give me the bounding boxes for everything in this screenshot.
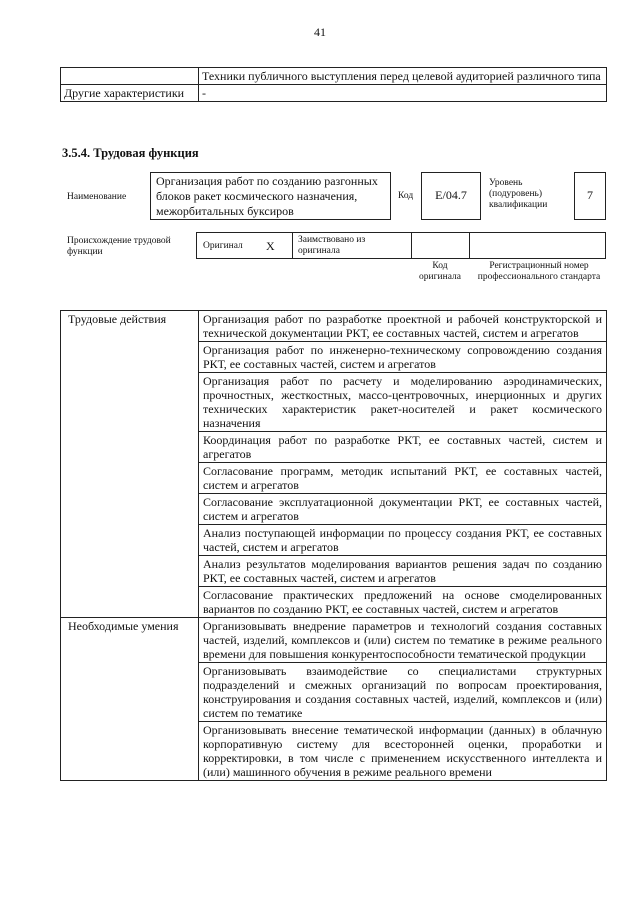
original-label: Оригинал bbox=[203, 241, 243, 251]
name-label: Наименование bbox=[67, 192, 127, 202]
page-number: 41 bbox=[314, 25, 326, 39]
labor-action-item: Координация работ по разработке РКТ, ее составных частей, систем и агрегатов bbox=[199, 432, 607, 463]
labor-action-item: Организация работ по инженерно-техническому сопровождению создания РКТ, ее составных частей, систем и агрегатов bbox=[199, 342, 607, 373]
other-characteristics-label: Другие характеристики bbox=[61, 85, 199, 102]
labor-action-item: Согласование эксплуатационной документации РКТ, ее составных частей, систем и агрегатов bbox=[199, 494, 607, 525]
labor-action-item: Анализ результатов моделирования вариантов решения задач по созданию РКТ, ее составных частей, систем и агрегатов bbox=[199, 556, 607, 587]
table-row bbox=[61, 618, 607, 663]
function-name: Организация работ по созданию разгонных блоков ракет космического назначения, межорбитальных буксиров bbox=[156, 174, 378, 218]
level-value: 7 bbox=[587, 188, 593, 202]
code-label: Код bbox=[398, 191, 414, 201]
divider bbox=[411, 232, 412, 259]
divider bbox=[292, 232, 293, 259]
skill-item: Организовывать взаимодействие со специалистами структурных подразделений и смежных организаций по вопросам проектирования, конструирования и создания составных частей, изделий, комплексов и (или) систем по тематике bbox=[199, 663, 607, 722]
level-label: Уровень (подуровень) квалификации bbox=[489, 178, 548, 210]
function-name-box bbox=[150, 172, 391, 220]
labor-action-item: Анализ поступающей информации по процессу создания РКТ, ее составных частей, систем и агрегатов bbox=[199, 525, 607, 556]
level-box bbox=[574, 172, 606, 220]
function-code: E/04.7 bbox=[435, 188, 467, 202]
labor-action-item: Согласование программ, методик испытаний РКТ, ее составных частей, систем и агрегатов bbox=[199, 463, 607, 494]
skill-item: Организовывать внесение тематической информации (данных) в облачную корпоративную систему для всесторонней оценки, проработки и корректировки, в том числе с применением искусственного интеллекта и (или) машинного обучения в режиме реального времени bbox=[199, 722, 607, 781]
borrowed-label: Заимствовано из оригинала bbox=[298, 235, 366, 256]
labor-action-item: Организация работ по разработке проектной и рабочей конструкторской и технической документации РКТ, ее составных частей, систем и агрегатов bbox=[199, 311, 607, 342]
function-code-box bbox=[421, 172, 481, 220]
table-row bbox=[61, 68, 607, 85]
origin-label: Происхождение трудовой функции bbox=[67, 236, 171, 257]
continuation-table bbox=[60, 67, 607, 102]
reg-number-caption: Регистрационный номер профессионального стандарта bbox=[477, 261, 601, 282]
labor-function-table bbox=[60, 310, 607, 781]
original-mark: X bbox=[266, 239, 275, 253]
divider bbox=[469, 232, 470, 259]
table-row bbox=[61, 311, 607, 342]
table-row bbox=[61, 85, 607, 102]
skill-item: Организовывать внедрение параметров и технологий создания составных частей, изделий, комплексов и (или) систем по тематике в режиме реального времени для повышения конкурентоспособности тематической продукции bbox=[199, 618, 607, 663]
labor-action-item: Согласование практических предложений на основе смоделированных вариантов по созданию РКТ, ее составных частей, систем и агрегатов bbox=[199, 587, 607, 618]
section-title: 3.5.4. Трудовая функция bbox=[62, 146, 199, 160]
empty-cell bbox=[61, 68, 199, 85]
code-original-caption: Код оригинала bbox=[419, 261, 461, 282]
continuation-text: Техники публичного выступления перед целевой аудиторией различного типа bbox=[199, 68, 607, 85]
other-characteristics-value: - bbox=[199, 85, 607, 102]
skills-label: Необходимые умения bbox=[61, 618, 199, 781]
labor-action-item: Организация работ по расчету и моделированию аэродинамических, прочностных, жесткостных, массо-центровочных, инерционных и других технических характеристик ракет-носителей и ракет космического назначения bbox=[199, 373, 607, 432]
labor-actions-label: Трудовые действия bbox=[61, 311, 199, 618]
